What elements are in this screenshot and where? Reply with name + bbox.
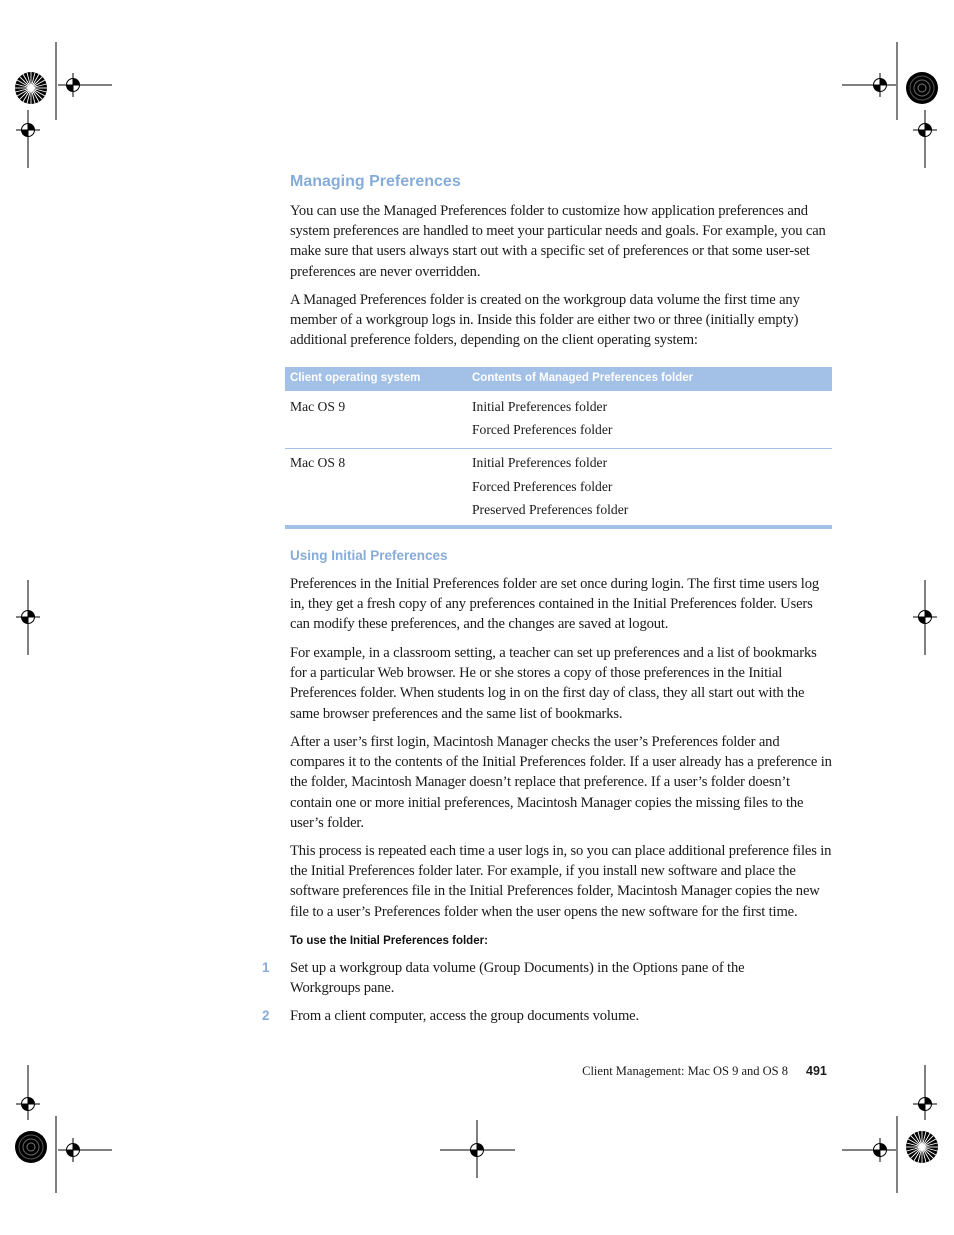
step-text: From a client computer, access the group documents volume. <box>290 1008 639 1024</box>
column-header-contents: Contents of Managed Preferences folder <box>472 372 694 384</box>
preferences-table <box>285 367 832 525</box>
table-bottom-rule <box>285 525 832 529</box>
section-title: Managing Preferences <box>290 173 461 190</box>
table-row <box>285 448 832 525</box>
contents-cell-line: Preserved Preferences folder <box>472 502 629 517</box>
body-paragraph: This process is repeated each time a user logs in, so you can place additional preference files in the Initial Preferences folder later. For example, if you install new software and place the software preferences file in the Initial Preferences folder, Macintosh Manager copies the new file to a user’s Preferences folder when the user opens the new software for the first time. <box>290 843 832 920</box>
footer-chapter: Client Management: Mac OS 9 and OS 8 <box>582 1064 788 1078</box>
contents-cell-line: Initial Preferences folder <box>472 399 608 414</box>
step-number: 1 <box>262 960 270 975</box>
subsection-title: Using Initial Preferences <box>290 548 448 563</box>
contents-cell-line: Forced Preferences folder <box>472 422 613 437</box>
intro-paragraph: You can use the Managed Preferences folder to customize how application preferences and system preferences are handled to meet your particular needs and goals. For example, you can make sure that users always start out with a specific set of preferences or that some user-set preferences are never overridden. <box>290 203 826 280</box>
os-cell: Mac OS 9 <box>290 399 346 414</box>
folder-paragraph: A Managed Preferences folder is created on the workgroup data volume the first time any member of a workgroup logs in. Inside this folder are either two or three (initially empty) additional preference folders, depending on the client operating system: <box>290 292 800 349</box>
column-header-os: Client operating system <box>290 372 421 384</box>
contents-cell-line: Forced Preferences folder <box>472 479 613 494</box>
table-header <box>285 367 832 391</box>
body-paragraph: For example, in a classroom setting, a teacher can set up preferences and a list of bookmarks for a particular Web browser. He or she stores a copy of those preferences in the Initial Preferences folder. When students log in on the first day of class, they all start out with the same browser preferences and the same list of bookmarks. <box>290 645 817 722</box>
body-paragraph: After a user’s first login, Macintosh Manager checks the user’s Preferences folder and compares it to the contents of the Initial Preferences folder. If a user already has a preference in the folder, Macintosh Manager doesn’t replace that preference. If a user’s folder doesn’t contain one or more initial preferences, Macintosh Manager copies the missing files to the user’s folder. <box>290 734 832 831</box>
page-number: 491 <box>806 1064 827 1078</box>
step-number: 2 <box>262 1008 270 1023</box>
os-cell: Mac OS 8 <box>290 455 346 470</box>
step-text: Set up a workgroup data volume (Group Documents) in the Options pane of the Workgroups pane. <box>290 960 745 997</box>
table-row <box>285 391 832 448</box>
procedure-title: To use the Initial Preferences folder: <box>290 935 488 947</box>
contents-cell-line: Initial Preferences folder <box>472 455 608 470</box>
body-paragraph: Preferences in the Initial Preferences folder are set once during login. The first time users log in, they get a fresh copy of any preferences contained in the Initial Preferences folder. Users can modify these preferences, and the changes are saved at logout. <box>290 576 820 633</box>
